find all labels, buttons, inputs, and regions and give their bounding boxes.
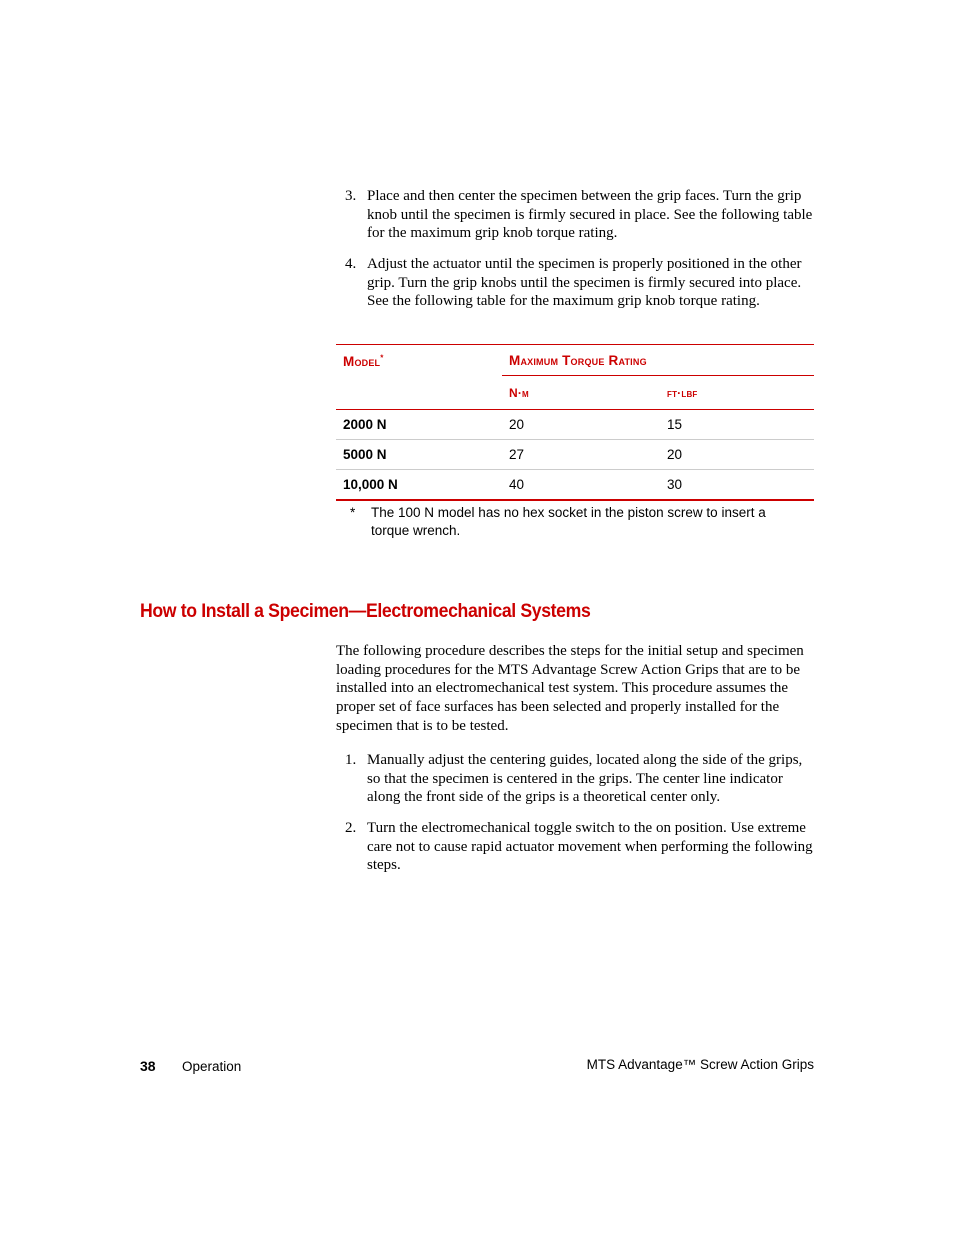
torque-rating-table — [336, 344, 814, 501]
step-number: 4. — [345, 256, 357, 272]
page-number: 38 — [140, 1058, 156, 1074]
step-3 — [345, 187, 815, 243]
cell-model: 10,000 N — [336, 470, 502, 501]
step-text: Turn the electromechanical toggle switch to the on position. Use extreme care not to cause rapid actuator movement when performing the following steps. — [367, 820, 813, 874]
step-1 — [345, 751, 815, 807]
column-header-max-torque: Maximum Torque Rating — [509, 352, 647, 368]
column-header-ftlbf: ft·lbf — [660, 376, 814, 410]
footer-document-title: MTS Advantage™ Screw Action Grips — [586, 1057, 814, 1072]
cell-nm: 27 — [502, 440, 660, 470]
table-row — [336, 410, 814, 440]
step-number: 2. — [345, 820, 357, 836]
step-text: Place and then center the specimen between the grip faces. Turn the grip knob until the specimen is firmly secured in place. See the following table for the maximum grip knob torque rating. — [367, 188, 813, 242]
cell-model: 5000 N — [336, 440, 502, 470]
column-header-model — [336, 345, 502, 410]
footer-section-name: Operation — [182, 1059, 242, 1074]
footnote-text: The 100 N model has no hex socket in the piston screw to insert a torque wrench. — [371, 505, 766, 538]
torque-table-container — [336, 344, 814, 501]
model-header-label: Model — [343, 354, 381, 369]
footnote-mark: * — [350, 505, 356, 520]
table-row — [336, 470, 814, 501]
table-row — [336, 440, 814, 470]
cell-model: 2000 N — [336, 410, 502, 440]
cell-ftlbf: 30 — [660, 470, 814, 501]
step-number: 1. — [345, 752, 357, 768]
step-text: Adjust the actuator until the specimen is properly positioned in the other grip. Turn the grip knobs until the specimen is firmly secured into place. See the following table for the maximum grip knob torque rating. — [367, 256, 802, 310]
step-2 — [345, 819, 815, 875]
section-heading: How to Install a Specimen—Electromechanical Systems — [140, 601, 591, 622]
table-footnote — [350, 504, 790, 540]
cell-nm: 20 — [502, 410, 660, 440]
step-4 — [345, 255, 815, 311]
cell-nm: 40 — [502, 470, 660, 501]
footnote-reference: * — [380, 353, 384, 363]
cell-ftlbf: 20 — [660, 440, 814, 470]
step-number: 3. — [345, 188, 357, 204]
cell-ftlbf: 15 — [660, 410, 814, 440]
step-text: Manually adjust the centering guides, located along the side of the grips, so that the specimen is centered in the grips. The center line indicator along the front side of the grips is a theoretical center only. — [367, 752, 803, 806]
column-header-nm: N·m — [502, 376, 660, 410]
intro-paragraph: The following procedure describes the steps for the initial setup and specimen loading procedures for the MTS Advantage Screw Action Grips that are to be installed into an electromechanical test system. This procedure assumes the proper set of face surfaces has been selected and properly installed for the specimen that is to be tested. — [336, 643, 804, 734]
